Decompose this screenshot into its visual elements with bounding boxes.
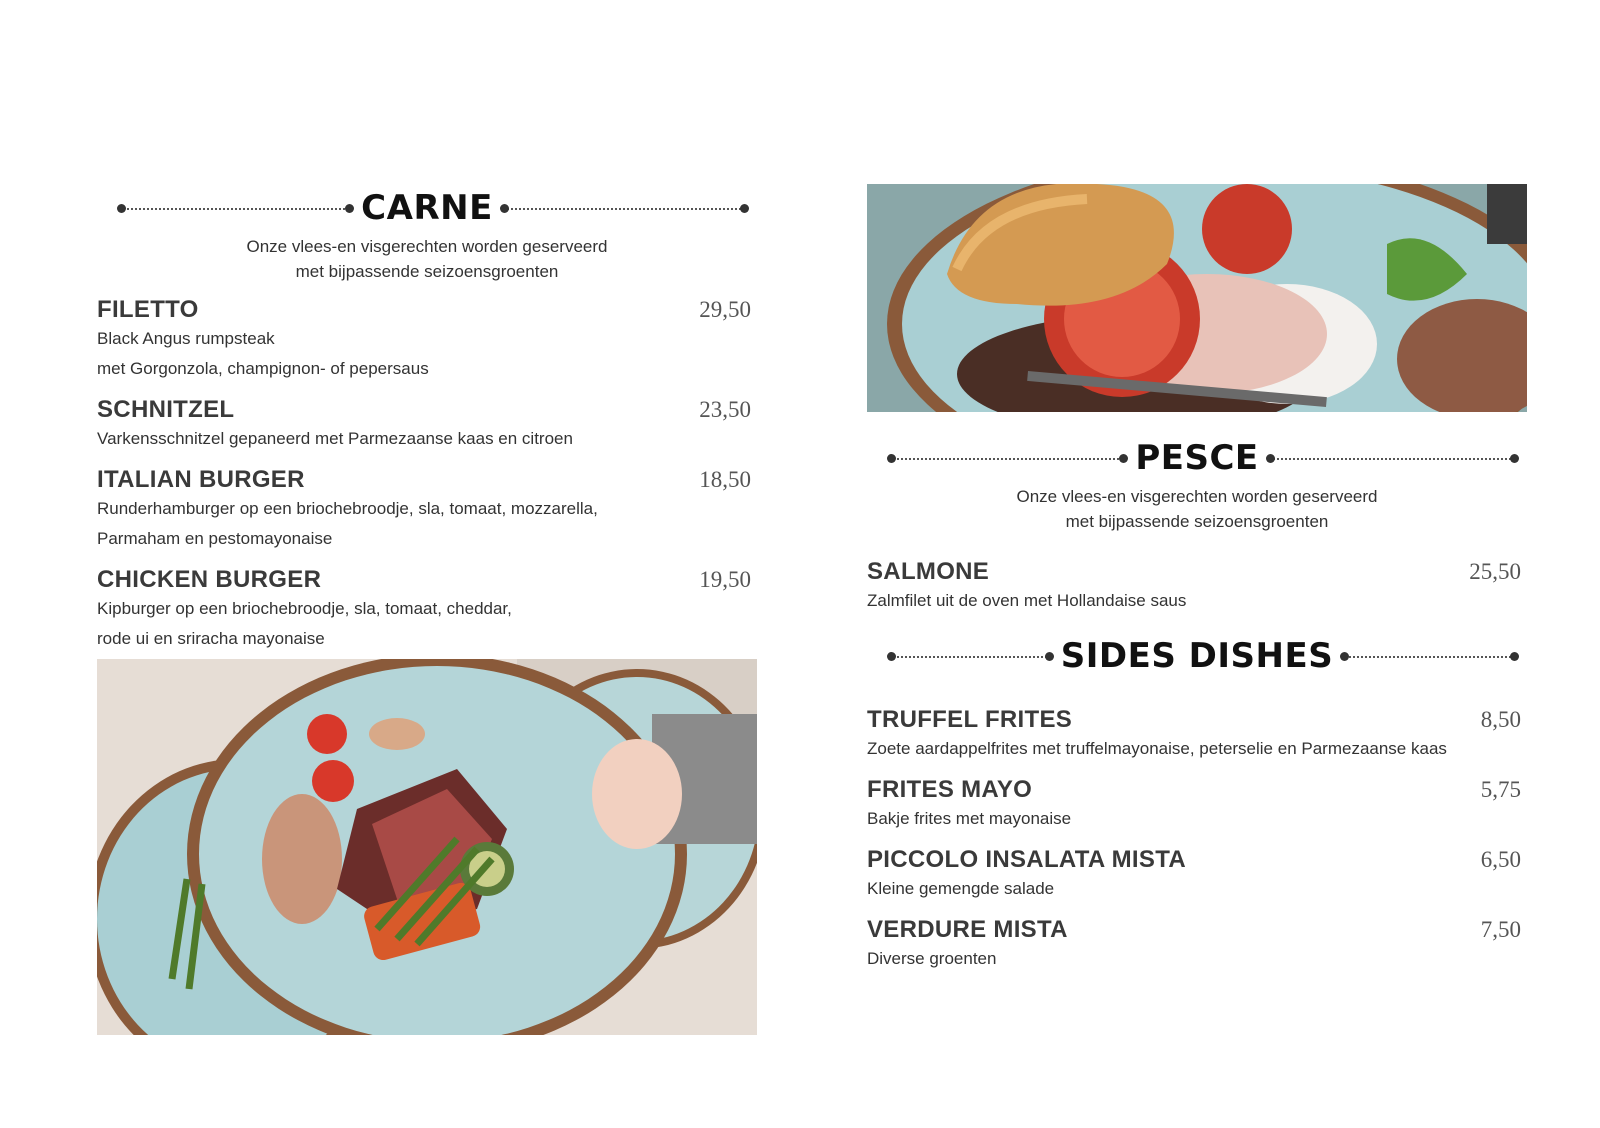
divider-dot: [887, 454, 896, 463]
burger-illustration: [867, 184, 1527, 412]
intro-line: Onze vlees-en visgerechten worden geserveerd: [246, 237, 608, 256]
sides-header: [867, 628, 1527, 684]
item-desc: Zoete aardappelfrites met truffelmayonaise, peterselie en Parmezaanse kaas: [867, 739, 1447, 758]
menu-item: [97, 466, 757, 554]
item-name: SCHNITZEL: [97, 396, 235, 423]
item-price: 23,50: [699, 397, 751, 422]
item-price: 19,50: [699, 567, 751, 592]
steak-plate-photo: [97, 659, 757, 1035]
item-desc: rode ui en sriracha mayonaise: [97, 629, 325, 648]
carne-header: [97, 180, 757, 236]
item-name: ITALIAN BURGER: [97, 466, 305, 493]
item-price: 29,50: [699, 297, 751, 322]
item-name: FRITES MAYO: [867, 776, 1033, 803]
item-desc: Kipburger op een briochebroodje, sla, tomaat, cheddar,: [97, 599, 512, 618]
item-price: 7,50: [1480, 917, 1521, 942]
item-price: 25,50: [1469, 559, 1521, 584]
item-desc: Parmaham en pestomayonaise: [97, 529, 333, 548]
section-intro: [97, 234, 757, 284]
section-title: PESCE: [1121, 438, 1272, 478]
item-price: 18,50: [699, 467, 751, 492]
divider-dot: [1510, 652, 1519, 661]
item-desc: Diverse groenten: [867, 949, 997, 968]
section-title: CARNE: [347, 188, 507, 228]
divider-dot: [1510, 454, 1519, 463]
divider-dot: [117, 204, 126, 213]
item-desc: met Gorgonzola, champignon- of pepersaus: [97, 359, 429, 378]
burger-photo: [867, 184, 1527, 412]
item-desc: Black Angus rumpsteak: [97, 329, 275, 348]
menu-item: [97, 396, 757, 454]
item-name: FILETTO: [97, 296, 199, 323]
intro-line: met bijpassende seizoensgroenten: [295, 262, 559, 281]
item-name: PICCOLO INSALATA MISTA: [867, 846, 1187, 873]
divider-dot: [740, 204, 749, 213]
intro-line: Onze vlees-en visgerechten worden geserveerd: [1016, 487, 1378, 506]
section-intro: [867, 484, 1527, 534]
divider-dot: [887, 652, 896, 661]
menu-item: [97, 296, 757, 384]
item-price: 5,75: [1480, 777, 1521, 802]
item-desc: Bakje frites met mayonaise: [867, 809, 1072, 828]
menu-item: [97, 566, 757, 654]
menu-item: [867, 706, 1527, 764]
menu-item: [867, 846, 1527, 904]
item-name: VERDURE MISTA: [867, 916, 1068, 943]
item-desc: Zalmfilet uit de oven met Hollandaise saus: [867, 591, 1187, 610]
item-name: SALMONE: [867, 558, 990, 585]
item-desc: Kleine gemengde salade: [867, 879, 1055, 898]
menu-item: [867, 916, 1527, 974]
carne-section: [97, 180, 757, 654]
item-price: 6,50: [1480, 847, 1521, 872]
item-name: TRUFFEL FRITES: [867, 706, 1073, 733]
item-price: 8,50: [1480, 707, 1521, 732]
steak-illustration: [97, 659, 757, 1035]
section-title: SIDES DISHES: [1047, 636, 1347, 676]
pesce-header: [867, 430, 1527, 486]
item-desc: Varkensschnitzel gepaneerd met Parmezaanse kaas en citroen: [97, 429, 573, 448]
item-desc: Runderhamburger op een briochebroodje, sla, tomaat, mozzarella,: [97, 499, 598, 518]
pesce-section: [867, 430, 1527, 974]
intro-line: met bijpassende seizoensgroenten: [1065, 512, 1329, 531]
menu-item: [867, 558, 1527, 616]
menu-item: [867, 776, 1527, 834]
item-name: CHICKEN BURGER: [97, 566, 322, 593]
